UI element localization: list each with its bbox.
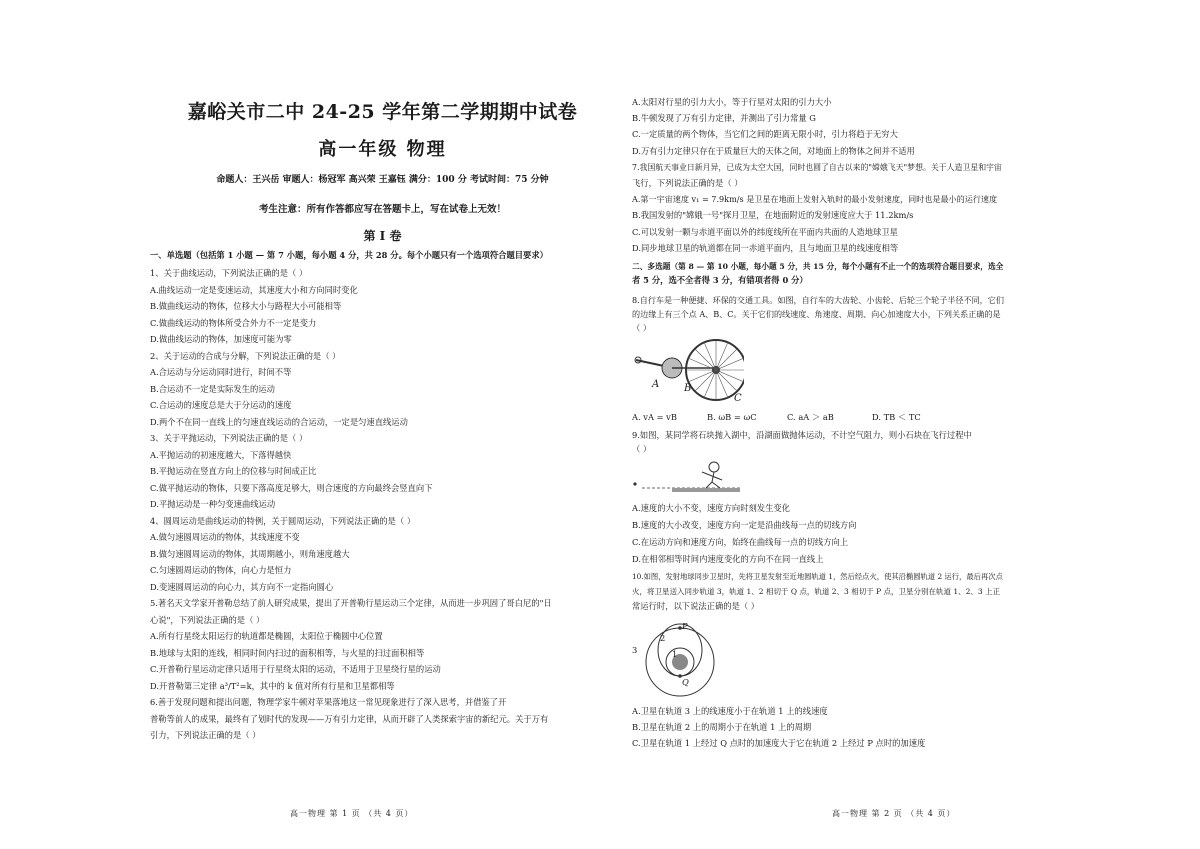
q9-option: D.在相邻相等时间内速度变化的方向不在同一直线上 — [632, 554, 824, 564]
q10-option: B.卫星在轨道 2 上的周期小于在轨道 1 上的周期 — [632, 722, 812, 732]
question-line: 3、关于平抛运动，下列说法正确的是（ ） — [150, 433, 308, 443]
question-line: A.所有行星绕太阳运行的轨道都是椭圆，太阳位于椭圆中心位置 — [150, 631, 383, 641]
fig-label-a: A — [652, 379, 660, 390]
question-line: C.一定质量的两个物体，当它们之间的距离无限小时，引力将趋于无穷大 — [632, 129, 898, 140]
question-line: 2、关于运动的合成与分解，下列说法正确的是（ ） — [150, 350, 341, 361]
q8-option: B. ωB = ωC — [707, 412, 757, 422]
question-line: D.平抛运动是一种匀变速曲线运动 — [150, 499, 276, 509]
question-line: D.两个不在同一直线上的匀速直线运动的合运动，一定是匀速直线运动 — [150, 416, 408, 427]
q10-line: 10.如图，发射地球同步卫星时，先将卫星发射至近地圆轨道 1，然后经点火，使其沿椭圆轨道 2 运行，最后再次点 — [632, 572, 1003, 581]
question-line: 1、关于曲线运动，下列说法正确的是（ ） — [150, 268, 308, 278]
section-header: 一、单选题（包括第 1 小题 — 第 7 小题，每小题 4 分，共 28 分。每个小题只有一个选项符合题目要求） — [150, 250, 548, 260]
q10-line: 火，将卫星送入同步轨道 3，轨道 1、2 相切于 Q 点，轨道 2、3 相切于 P 点，卫星分别在轨道 1、2、3 上正 — [632, 587, 1001, 596]
volume-heading: 第 I 卷 — [363, 229, 402, 243]
question-line: 7.我国航天事业日新月异，已成为太空大国，同时也圆了自古以来的"嫦娥飞天"梦想。关于人造卫星和宇宙 — [632, 162, 1002, 172]
q8-line: 的边缘上有三个点 A、B、C。关于它们的线速度、角速度、周期、向心加速度大小，下列关系正确的是 — [632, 309, 1001, 319]
section2-header-cont: 者 5 分，选不全者得 3 分，有错项者得 0 分） — [632, 275, 808, 285]
question-line: D.同步地球卫星的轨道都在同一赤道平面内，且与地面卫星的线速度相等 — [632, 242, 899, 253]
question-line: C.开普勒行星运动定律只适用于行星绕太阳的运动，不适用于卫星绕行星的运动 — [150, 664, 441, 674]
q10-line: 常运行时，以下说法正确的是（ ） — [632, 601, 760, 611]
page-footer: 高一物理 第 2 页 （共 4 页） — [832, 809, 956, 818]
q9-option: A.速度的大小不变，速度方向时刻发生变化 — [632, 503, 790, 513]
right-page — [632, 0, 1004, 849]
question-line: A.太阳对行星的引力大小，等于行星对太阳的引力大小 — [632, 97, 832, 107]
section2-header: 二、多选题（第 8 — 第 10 小题，每小题 5 分，共 15 分，每个小题有不止一个的选项符合题目要求，选全 — [632, 262, 1004, 271]
q9-line: 9.如图，某同学将石块抛入湖中，沿湖面做抛体运动，不计空气阻力，则小石块在飞行过程中 — [632, 430, 972, 440]
exam-notice: 考生注意：所有作答都应写在答题卡上，写在试卷上无效！ — [258, 204, 506, 215]
q9-option: C.在运动方向和速度方向，始终在曲线每一点的切线方向上 — [632, 537, 849, 547]
orbit-label-1: 1 — [672, 649, 678, 659]
question-line: B.我国发射的"嫦娥一号"探月卫星，在地面附近的发射速度应大于 11.2km/s — [632, 210, 914, 221]
q8-line: （ ） — [632, 323, 652, 333]
q10-option: C.卫星在轨道 1 上经过 Q 点时的加速度大于它在轨道 2 上经过 P 点时的加速度 — [632, 738, 926, 748]
orbit-label-q: Q — [682, 677, 689, 687]
question-line: B.做匀速圆周运动的物体，其周期越小，则角速度越大 — [150, 548, 350, 559]
q10-option: A.卫星在轨道 3 上的线速度小于在轨道 1 上的线速度 — [632, 706, 828, 716]
question-line: 引力，下列说法正确的是（ ） — [150, 730, 261, 740]
question-line: D.万有引力定律只存在于质量巨大的天体之间，对地面上的物体之间并不适用 — [632, 145, 915, 156]
stone-throw-figure — [632, 458, 742, 496]
question-line: D.开普勒第三定律 a³/T²=k，其中的 k 值对所有行星和卫星都相等 — [150, 680, 395, 691]
exam-subtitle: 高一年级 物理 — [318, 139, 447, 160]
question-line: 心说"，下列说法正确的是（ ） — [150, 614, 265, 625]
q8-option: C. aA ＞ aB — [787, 412, 834, 422]
question-line: 普勒等前人的成果，最终有了划时代的发现——万有引力定律，从而开辟了人类探索宇宙的新纪元。关于万有 — [150, 713, 549, 724]
question-line: 4、圆周运动是曲线运动的特例，关于圆周运动，下列说法正确的是（ ） — [150, 515, 416, 526]
question-line: B.牛顿发现了万有引力定律，并测出了引力常量 G — [632, 113, 816, 124]
question-line: B.合运动不一定是实际发生的运动 — [150, 383, 275, 394]
question-line: A.合运动与分运动同时进行，时间不等 — [150, 367, 292, 377]
q8-option: D. TB ＜ TC — [872, 412, 921, 422]
question-line: B.平抛运动在竖直方向上的位移与时间成正比 — [150, 466, 317, 476]
fig-label-c: C — [734, 393, 742, 404]
orbit-label-3: 3 — [632, 645, 638, 655]
orbit-label-2: 2 — [660, 633, 666, 643]
question-line: 6.善于发现问题和提出问题，物理学家牛顿对苹果落地这一常见现象进行了深入思考，并借鉴了开 — [150, 697, 507, 707]
question-line: C.合运动的速度总是大于分运动的速度 — [150, 400, 292, 410]
question-line: B.做曲线运动的物体，位移大小与路程大小可能相等 — [150, 301, 342, 311]
q8-line: 8.自行车是一种便捷、环保的交通工具。如图，自行车的大齿轮、小齿轮、后轮三个轮子半径不同，它们 — [632, 295, 1004, 305]
question-line: C.做平抛运动的物体，只要下落高度足够大，则合速度的方向最终会竖直向下 — [150, 482, 433, 493]
question-line: A.第一宇宙速度 v₁ = 7.9km/s 是卫星在地面上发射入轨时的最小发射速度，同时也是最小的运行速度 — [632, 194, 998, 205]
q9-option: B.速度的大小改变，速度方向一定是沿曲线每一点的切线方向 — [632, 520, 857, 530]
left-page — [150, 0, 615, 849]
q8-option: A. vA = vB — [632, 412, 677, 422]
q9-line: （ ） — [632, 444, 652, 454]
question-line: D.做曲线运动的物体，加速度可能为零 — [150, 334, 292, 344]
question-line: B.地球与太阳的连线，相同时间内扫过的面积相等，与火星的扫过面积相等 — [150, 647, 425, 658]
question-line: D.变速圆周运动的向心力，其方向不一定指向圆心 — [150, 581, 334, 592]
question-line: A.做匀速圆周运动的物体，其线速度不变 — [150, 532, 300, 542]
exam-title: 嘉峪关市二中 24-25 学年第二学期期中试卷 — [187, 101, 578, 123]
question-line: 飞行，下列说法正确的是（ ） — [632, 178, 743, 188]
question-line: 5.著名天文学家开普勒总结了前人研究成果，提出了开普勒行星运动三个定律，从而进一步巩固了哥白尼的"日 — [150, 598, 552, 608]
question-line: A.曲线运动一定是变速运动，其速度大小和方向同时变化 — [150, 284, 358, 295]
question-line: C.可以发射一颗与赤道平面以外的纬度线所在平面内共面的人造地球卫星 — [632, 226, 898, 237]
page-footer: 高一物理 第 1 页 （共 4 页） — [290, 809, 414, 818]
fig-label-b: B — [684, 383, 692, 394]
question-line: A.平抛运动的初速度越大，下落得越快 — [150, 449, 292, 460]
question-line: C.匀速圆周运动的物体，向心力是恒力 — [150, 565, 292, 575]
question-line: C.做曲线运动的物体所受合外力不一定是变力 — [150, 317, 317, 328]
exam-meta: 命题人：王兴岳 审题人：杨冠军 高兴荣 王嘉钰 满分：100 分 考试时间：75 分钟 — [216, 175, 549, 185]
orbit-label-p: P — [682, 621, 688, 631]
